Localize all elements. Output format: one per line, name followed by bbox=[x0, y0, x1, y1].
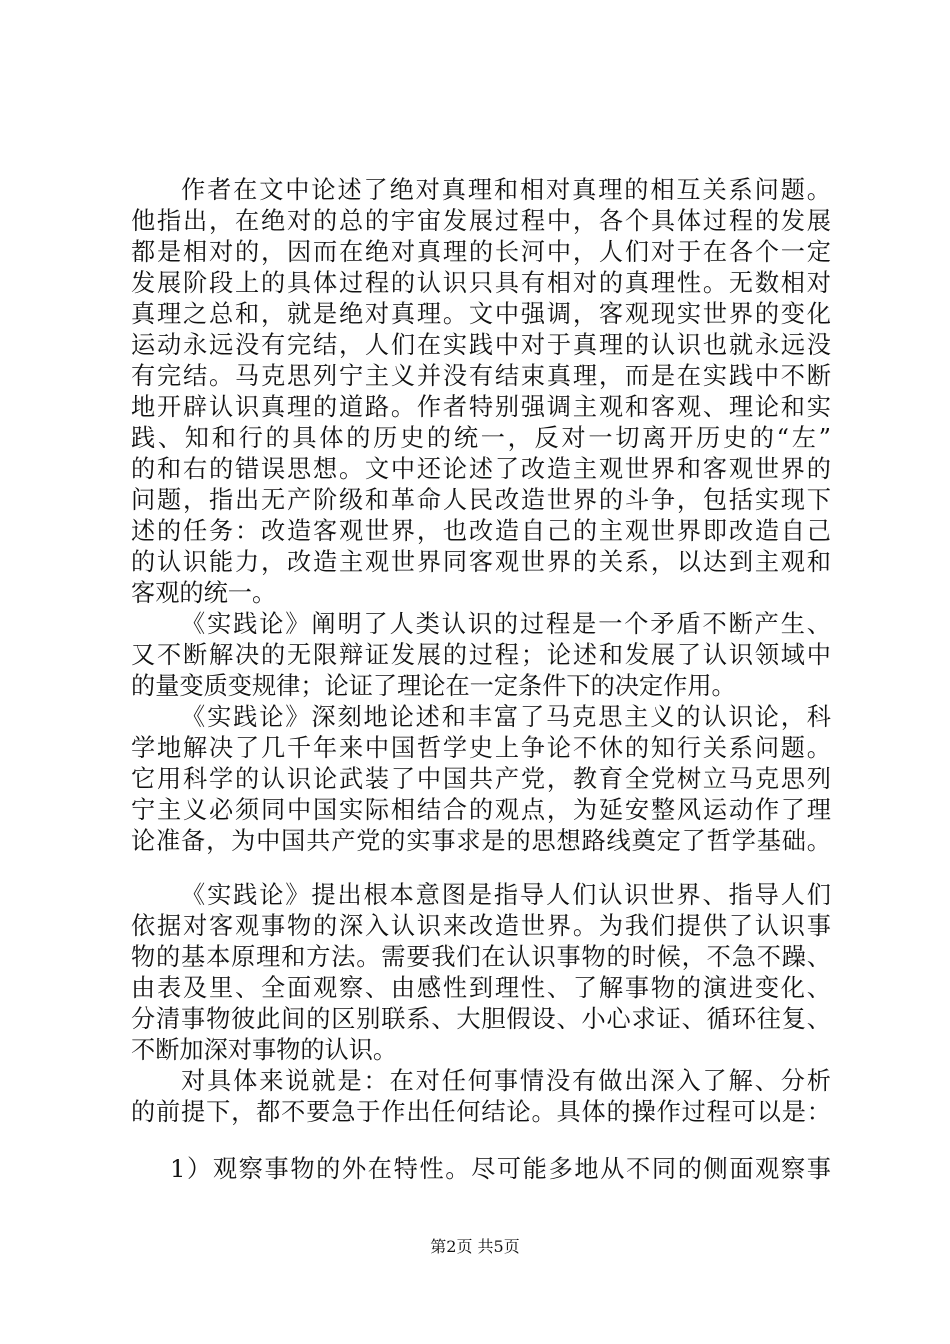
paragraph-2-line-1: 《实践论》阐明了人类认识的过程是一个矛盾不断产生、 bbox=[181, 610, 831, 638]
paragraph-4-line-3: 物的基本原理和方法。需要我们在认识事物的时候，不急不躁、 bbox=[131, 943, 831, 971]
list-item-1: 1）观察事物的外在特性。尽可能多地从不同的侧面观察事 bbox=[170, 1155, 831, 1183]
paragraph-3-line-4: 宁主义必须同中国实际相结合的观点，为延安整风运动作了理 bbox=[131, 796, 831, 824]
paragraph-3-line-5: 论准备，为中国共产党的实事求是的思想路线奠定了哲学基础。 bbox=[131, 827, 831, 855]
paragraph-3-line-1: 《实践论》深刻地论述和丰富了马克思主义的认识论，科 bbox=[181, 703, 831, 731]
paragraph-1-line-9: 践、知和行的具体的历史的统一，反对一切离开历史的“左” bbox=[131, 424, 831, 452]
paragraph-4-line-2: 依据对客观事物的深入认识来改造世界。为我们提供了认识事 bbox=[131, 912, 831, 940]
page-number-footer: 第2页 共5页 bbox=[430, 1237, 520, 1256]
paragraph-1-line-6: 运动永远没有完结，人们在实践中对于真理的认识也就永远没 bbox=[131, 331, 831, 359]
paragraph-4-line-1: 《实践论》提出根本意图是指导人们认识世界、指导人们 bbox=[181, 881, 831, 909]
paragraph-4-line-6: 不断加深对事物的认识。 bbox=[131, 1036, 398, 1064]
paragraph-1-line-10: 的和右的错误思想。文中还论述了改造主观世界和客观世界的 bbox=[131, 455, 831, 483]
paragraph-3-line-3: 它用科学的认识论武装了中国共产党，教育全党树立马克思列 bbox=[131, 765, 831, 793]
paragraph-2-line-2: 又不断解决的无限辩证发展的过程；论述和发展了认识领域中 bbox=[131, 641, 831, 669]
paragraph-3-line-2: 学地解决了几千年来中国哲学史上争论不休的知行关系问题。 bbox=[131, 734, 831, 762]
paragraph-1-line-11: 问题，指出无产阶级和革命人民改造世界的斗争，包括实现下 bbox=[131, 486, 831, 514]
paragraph-1-line-14: 客观的统一。 bbox=[131, 579, 277, 607]
paragraph-1-line-3: 都是相对的，因而在绝对真理的长河中，人们对于在各个一定 bbox=[131, 238, 831, 266]
paragraph-1-line-1: 作者在文中论述了绝对真理和相对真理的相互关系问题。 bbox=[181, 176, 831, 204]
paragraph-4-line-4: 由表及里、全面观察、由感性到理性、了解事物的演进变化、 bbox=[131, 974, 831, 1002]
paragraph-1-line-8: 地开辟认识真理的道路。作者特别强调主观和客观、理论和实 bbox=[131, 393, 831, 421]
paragraph-4-line-5: 分清事物彼此间的区别联系、大胆假设、小心求证、循环往复、 bbox=[131, 1005, 831, 1033]
paragraph-1-line-12: 述的任务：改造客观世界，也改造自己的主观世界即改造自己 bbox=[131, 517, 831, 545]
paragraph-1-line-2: 他指出，在绝对的总的宇宙发展过程中，各个具体过程的发展 bbox=[131, 207, 831, 235]
paragraph-5-line-1: 对具体来说就是：在对任何事情没有做出深入了解、分析 bbox=[181, 1067, 831, 1095]
paragraph-2-line-3: 的量变质变规律；论证了理论在一定条件下的决定作用。 bbox=[131, 672, 736, 700]
paragraph-1-line-7: 有完结。马克思列宁主义并没有结束真理，而是在实践中不断 bbox=[131, 362, 831, 390]
paragraph-1-line-4: 发展阶段上的具体过程的认识只具有相对的真理性。无数相对 bbox=[131, 269, 831, 297]
paragraph-5-line-2: 的前提下，都不要急于作出任何结论。具体的操作过程可以是： bbox=[131, 1098, 831, 1126]
paragraph-1-line-5: 真理之总和，就是绝对真理。文中强调，客观现实世界的变化 bbox=[131, 300, 831, 328]
paragraph-1-line-13: 的认识能力，改造主观世界同客观世界的关系，以达到主观和 bbox=[131, 548, 831, 576]
